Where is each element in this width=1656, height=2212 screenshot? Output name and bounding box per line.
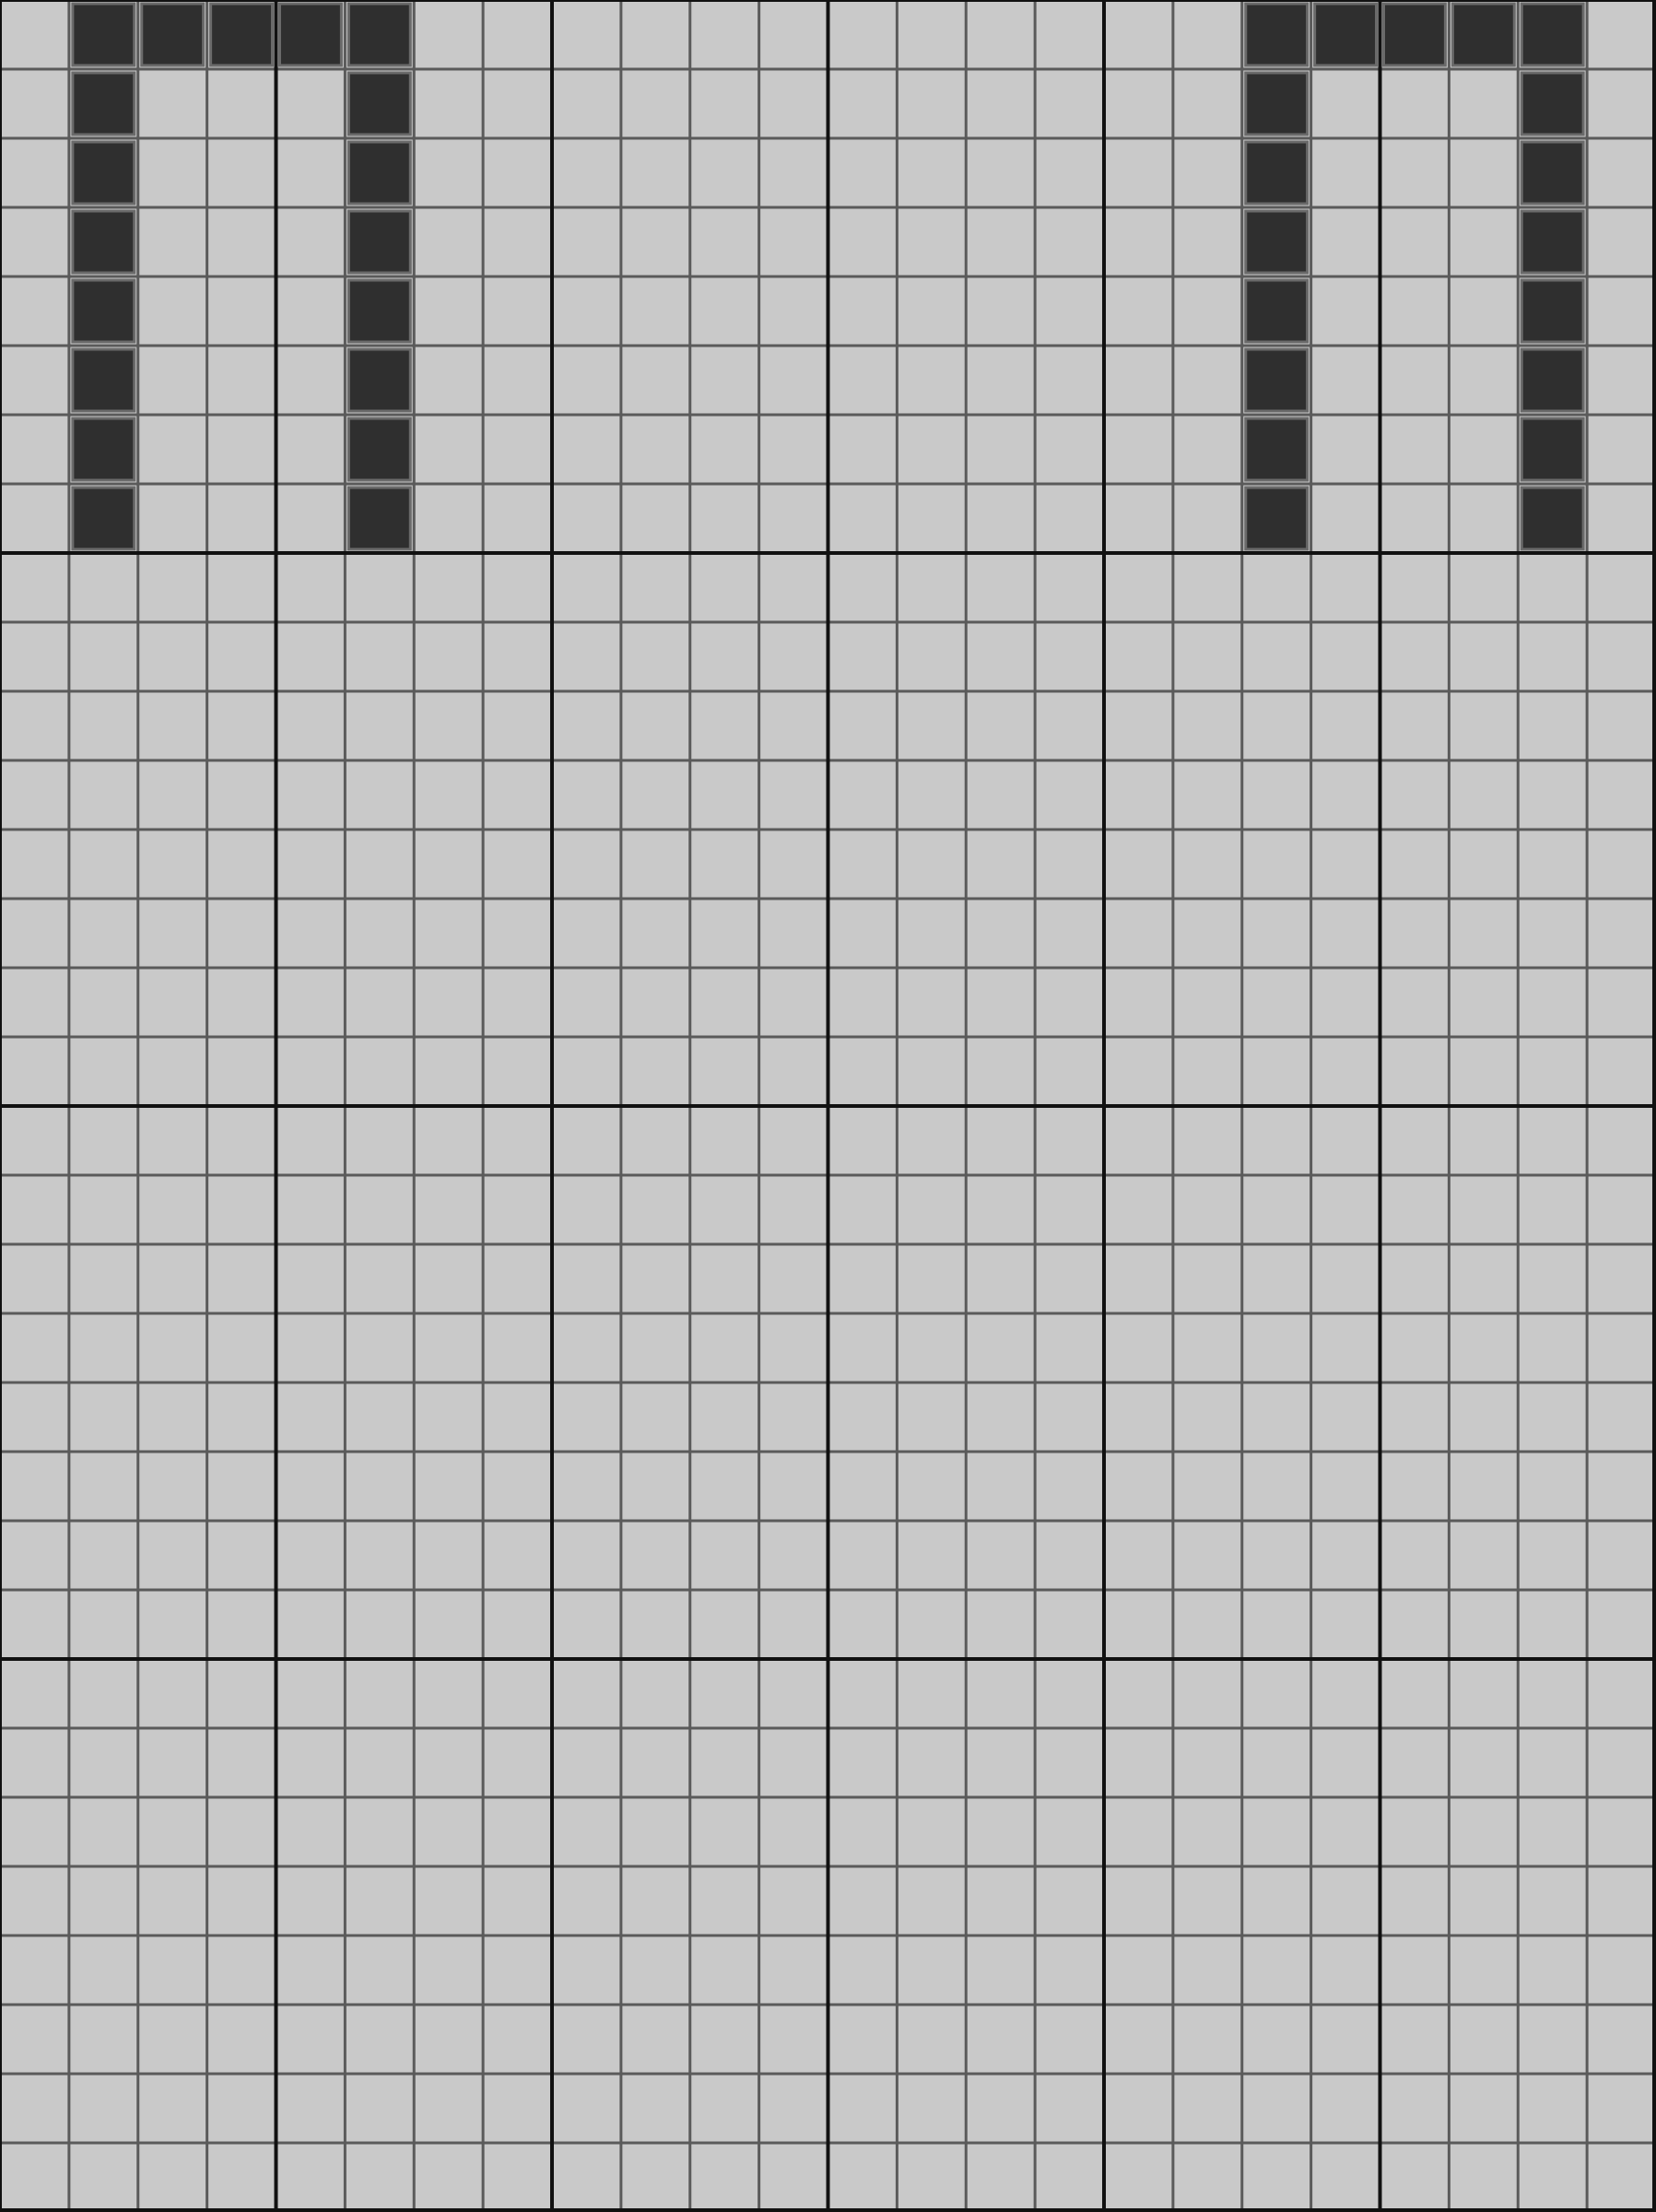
filled-stitch — [348, 349, 410, 411]
filled-stitch — [73, 488, 135, 549]
filled-stitch — [1521, 211, 1583, 273]
filled-stitch — [1246, 488, 1308, 549]
filled-stitch — [73, 73, 135, 135]
filled-stitch — [348, 211, 410, 273]
filled-stitch — [142, 4, 204, 65]
filled-stitch — [280, 4, 342, 65]
filled-stitch — [73, 142, 135, 204]
filled-stitch — [1521, 418, 1583, 480]
filled-stitch — [1246, 418, 1308, 480]
filled-stitch — [1246, 280, 1308, 342]
filled-stitch — [1246, 73, 1308, 135]
filled-stitch — [1246, 4, 1308, 65]
filled-stitch — [73, 4, 135, 65]
filled-stitch — [73, 211, 135, 273]
filled-stitch — [348, 4, 410, 65]
filled-stitch — [1246, 142, 1308, 204]
filled-stitch — [73, 280, 135, 342]
filled-stitch — [348, 418, 410, 480]
filled-stitch — [1521, 73, 1583, 135]
filled-stitch — [1246, 211, 1308, 273]
filled-stitch — [1521, 280, 1583, 342]
filled-stitch — [1521, 4, 1583, 65]
filled-stitch — [1315, 4, 1377, 65]
filled-stitch — [348, 280, 410, 342]
filled-stitch — [1521, 349, 1583, 411]
filled-stitch — [348, 488, 410, 549]
filled-stitch — [1246, 349, 1308, 411]
filled-stitch — [348, 142, 410, 204]
filled-stitch — [73, 418, 135, 480]
filled-stitch — [1521, 488, 1583, 549]
filled-stitch — [1521, 142, 1583, 204]
filled-stitch — [1452, 4, 1514, 65]
filled-stitch — [348, 73, 410, 135]
filled-stitch — [211, 4, 273, 65]
filled-stitch — [73, 349, 135, 411]
filled-stitch — [1384, 4, 1446, 65]
